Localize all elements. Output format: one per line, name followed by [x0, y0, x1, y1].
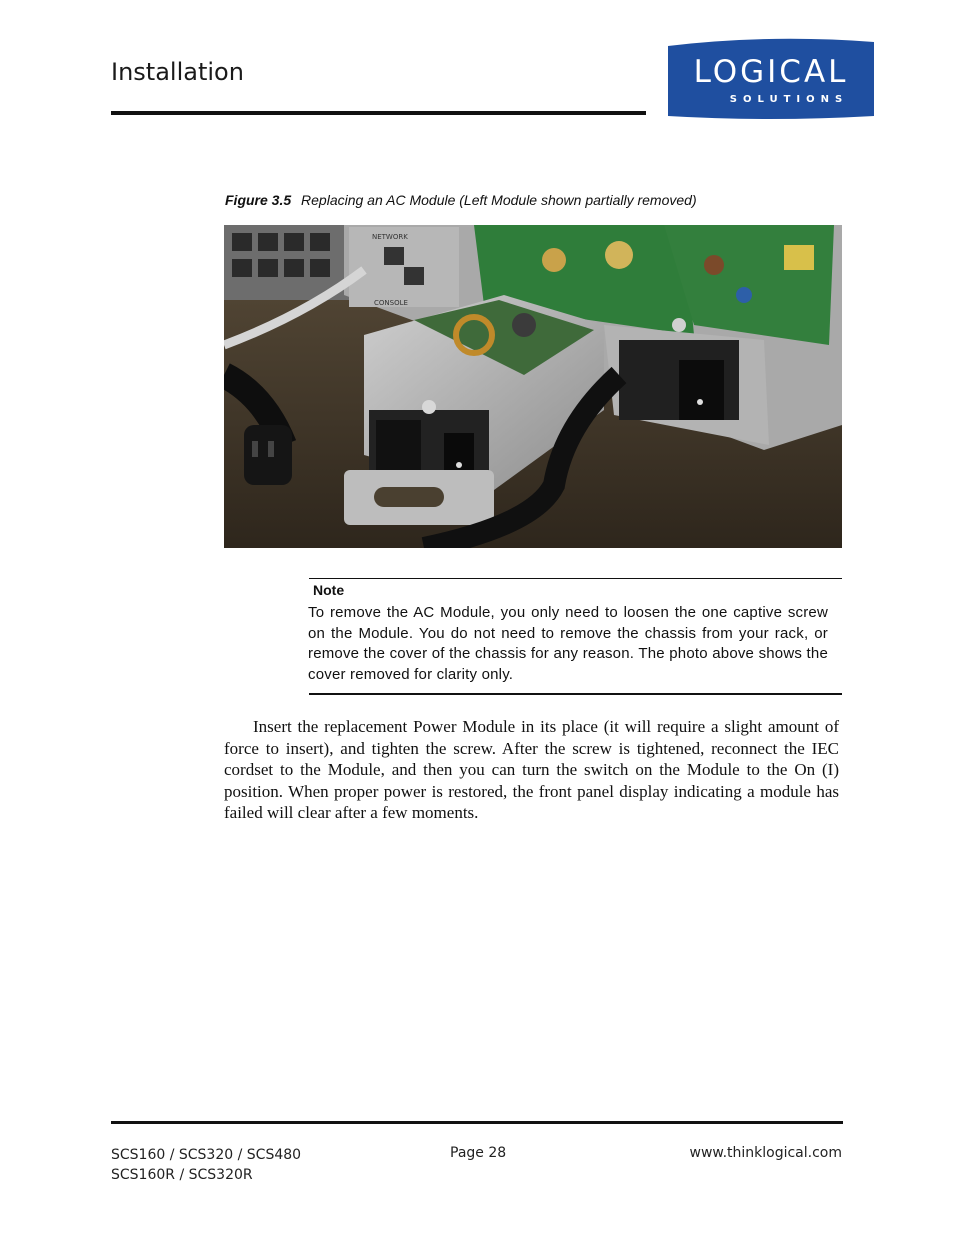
ac-module-photo — [224, 225, 842, 548]
note-text: To remove the AC Module, you only need to loosen the one captive screw on the Module. You do not need to remove the chassis from your rack, or remove the cover of the chassis for any reason. The photo above shows the cover removed for clarity only. — [308, 604, 828, 683]
photo-network-label: NETWORK — [372, 233, 408, 241]
footer-models-line1: SCS160 / SCS320 / SCS480 — [111, 1147, 302, 1163]
svg-text:LOGICAL: LOGICAL — [693, 54, 849, 90]
logical-solutions-logo — [648, 32, 886, 138]
figure-number: Figure 3.5 — [225, 192, 292, 208]
page-number: Page 28 — [450, 1145, 507, 1161]
website-link[interactable]: www.thinklogical.com — [689, 1145, 842, 1161]
note-heading: Note — [313, 582, 345, 598]
footer-rule — [111, 1121, 843, 1124]
svg-text:SOLUTIONS: SOLUTIONS — [729, 94, 849, 105]
footer-models-line2: SCS160R / SCS320R — [111, 1167, 253, 1183]
header-rule — [111, 111, 646, 115]
figure-caption — [225, 192, 697, 208]
page-title: Installation — [111, 58, 244, 86]
photo-console-label: CONSOLE — [374, 299, 408, 307]
figure-caption-text: Replacing an AC Module (Left Module shown partially removed) — [301, 192, 697, 208]
body-paragraph: Insert the replacement Power Module in its place (it will require a slight amount of force to insert), and tighten the screw. After the screw is tightened, reconnect the IEC cordset to the Module, and then you can turn the switch on the Module to the On (I) position. When proper power is restored, the front panel display indicating a module has failed will clear after a few moments. — [224, 717, 839, 822]
note-bottom-rule — [309, 693, 842, 695]
footer-models — [111, 1145, 301, 1185]
note-top-rule — [309, 578, 842, 579]
